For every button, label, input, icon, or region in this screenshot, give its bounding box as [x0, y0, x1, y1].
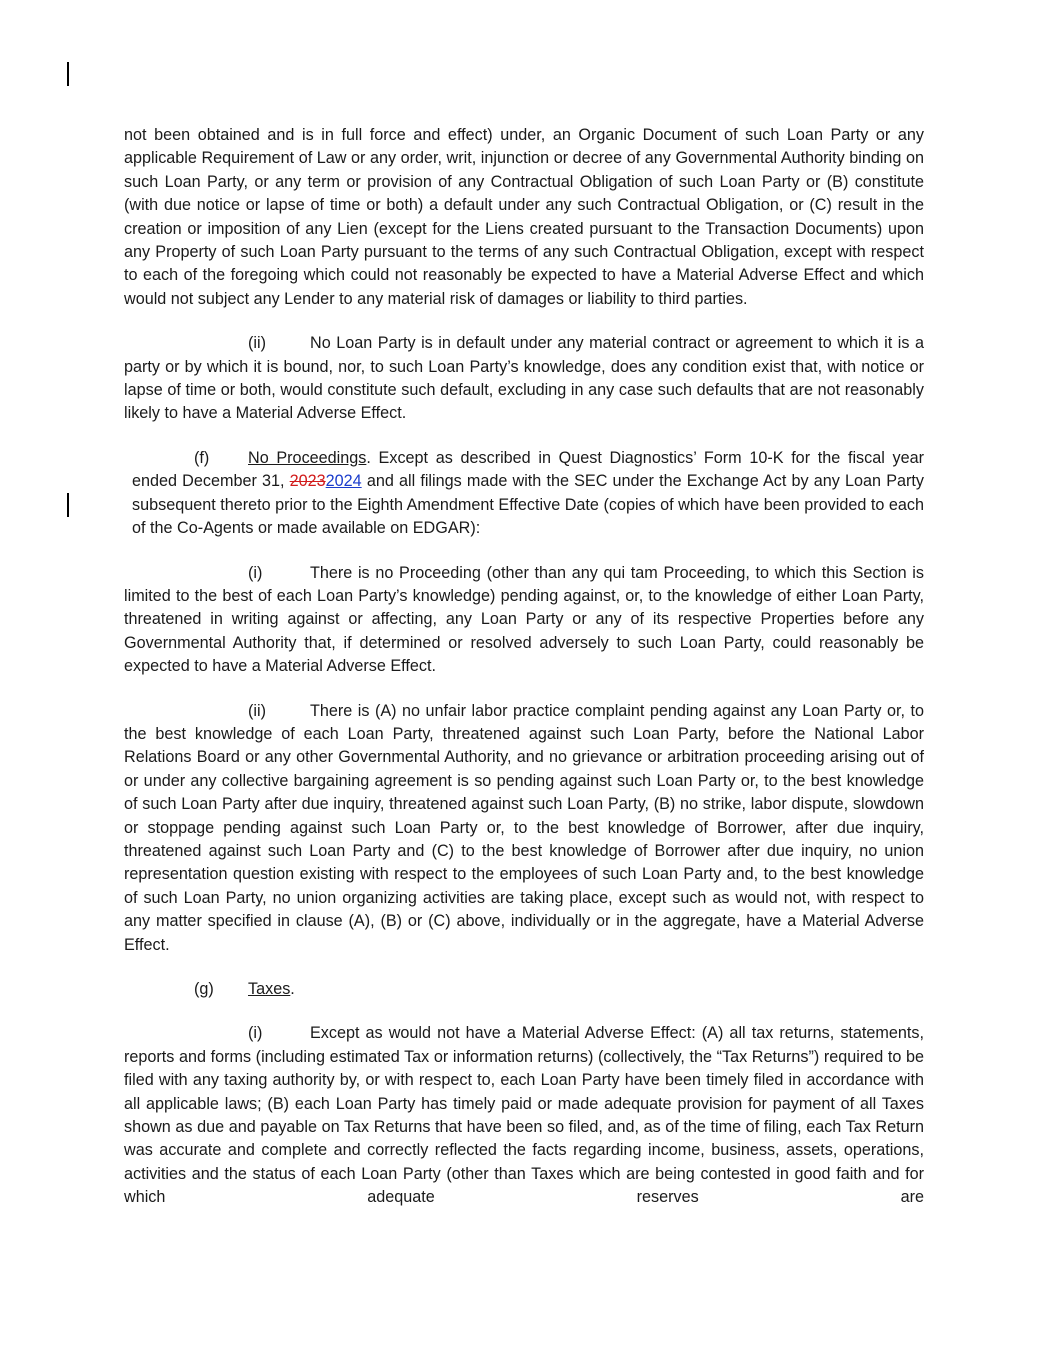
document-page: [124, 124, 924, 1231]
deleted-year: 2023: [289, 472, 326, 491]
paragraph-intro-text: not been obtained and is in full force and effect) under, an Organic Document of such Loan Party or any applicable Requirement of Law or any order, writ, injunction or decree of any Governmental Authority binding on such Loan Party, or any term or provision of any Contractual Obligation of such Loan Party or (B) constitute (with due notice or lapse of time or both) a default under any such Contractual Obligation, or (C) result in the creation or imposition of any Lien (except for the Liens created pursuant to the Transaction Documents) upon any Property of such Loan Party pursuant to the terms of any such Contractual Obligation, except with respect to each of the foregoing which could not reasonably be expected to have a Material Adverse Effect and which would not subject any Lender to any material risk of damages or liability to third parties.: [124, 126, 924, 308]
clause-number: (i): [248, 1024, 263, 1043]
inserted-year: 2024: [325, 472, 362, 491]
change-bar-top: [67, 62, 69, 86]
clause-number: (ii): [248, 334, 266, 353]
clause-text: No Loan Party is in default under any material contract or agreement to which it is a party or by which it is bound, nor, to such Loan Party’s knowledge, does any condition exist that, with notice or lapse of time or both, would constitute such default, excluding in any case such defaults that are not reasonably likely to have a Material Adverse Effect.: [124, 334, 924, 423]
clause-text: There is (A) no unfair labor practice complaint pending against any Loan Party or, to the best knowledge of each Loan Party, threatened against such Loan Party, before the National Labor Relations Board or any other Governmental Authority, and no grievance or arbitration proceeding arising out of or under any collective bargaining agreement is so pending against such Loan Party or, to the best knowledge of such Loan Party after due inquiry, threatened against such Loan Party, (B) no strike, labor dispute, slowdown or stoppage pending against such Loan Party or, to the best knowledge of Borrower, after due inquiry, threatened against such Loan Party and (C) to the best knowledge of Borrower after due inquiry, no union representation question existing with respect to the employees of such Loan Party and, to the best knowledge of such Loan Party, no union organizing activities are taking place, except such as would not, with respect to any matter specified in clause (A), (B) or (C) above, individually or in the aggregate, have a Material Adverse Effect.: [124, 701, 924, 954]
paragraph-g-i: [124, 1022, 924, 1209]
paragraph-f-ii: [124, 700, 924, 957]
change-bar-section-f: [67, 493, 69, 517]
clause-text: There is no Proceeding (other than any qui tam Proceeding, to which this Section is limited to the best of each Loan Party’s knowledge) pending against, or, to the knowledge of either Loan Party, threatened in writing against or affecting, any Loan Party or any of its respective Properties before any Governmental Authority that, if determined or resolved adversely to such Loan Party, could reasonably be expected to have a Material Adverse Effect.: [124, 563, 924, 676]
clause-number: (ii): [248, 701, 266, 720]
section-number: (g): [194, 980, 214, 998]
section-heading-no-proceedings: No Proceedings: [248, 448, 367, 467]
paragraph-intro: [124, 124, 924, 311]
section-f-text-after: and all filings made with the SEC under the Exchange Act by any Loan Party subsequent thereto prior to the Eighth Amendment Effective Date (copies of which have been provided to each of the Co-Agents or made available on EDGAR):: [132, 472, 924, 538]
paragraph-e-ii: [124, 332, 924, 426]
section-f-text-before: . Except as described in Quest Diagnostics’ Form 10-K for the fiscal year ended December 31,: [132, 448, 924, 491]
clause-number: (i): [248, 563, 263, 582]
paragraph-f: [132, 447, 924, 541]
paragraph-f-i: [124, 562, 924, 679]
section-heading-taxes: Taxes: [248, 980, 291, 998]
section-number: (f): [194, 448, 210, 467]
section-heading-suffix: .: [290, 980, 295, 998]
section-g-heading: [124, 978, 924, 1001]
clause-text: Except as would not have a Material Adverse Effect: (A) all tax returns, statements, reports and forms (including estimated Tax or information returns) (collectively, the “Tax Returns”) required to be filed with any taxing authority by, or with respect to, each Loan Party have been timely filed in accordance with all applicable laws; (B) each Loan Party has timely paid or made adequate provision for payment of all Taxes shown as due and payable on Tax Returns that have been so filed, and, as of the time of filing, each Tax Return was accurate and complete and correctly reflected the facts regarding income, business, assets, operations, activities and the status of each Loan Party (other than Taxes which are being contested in good faith and for which adequate reserves are: [124, 1024, 924, 1207]
